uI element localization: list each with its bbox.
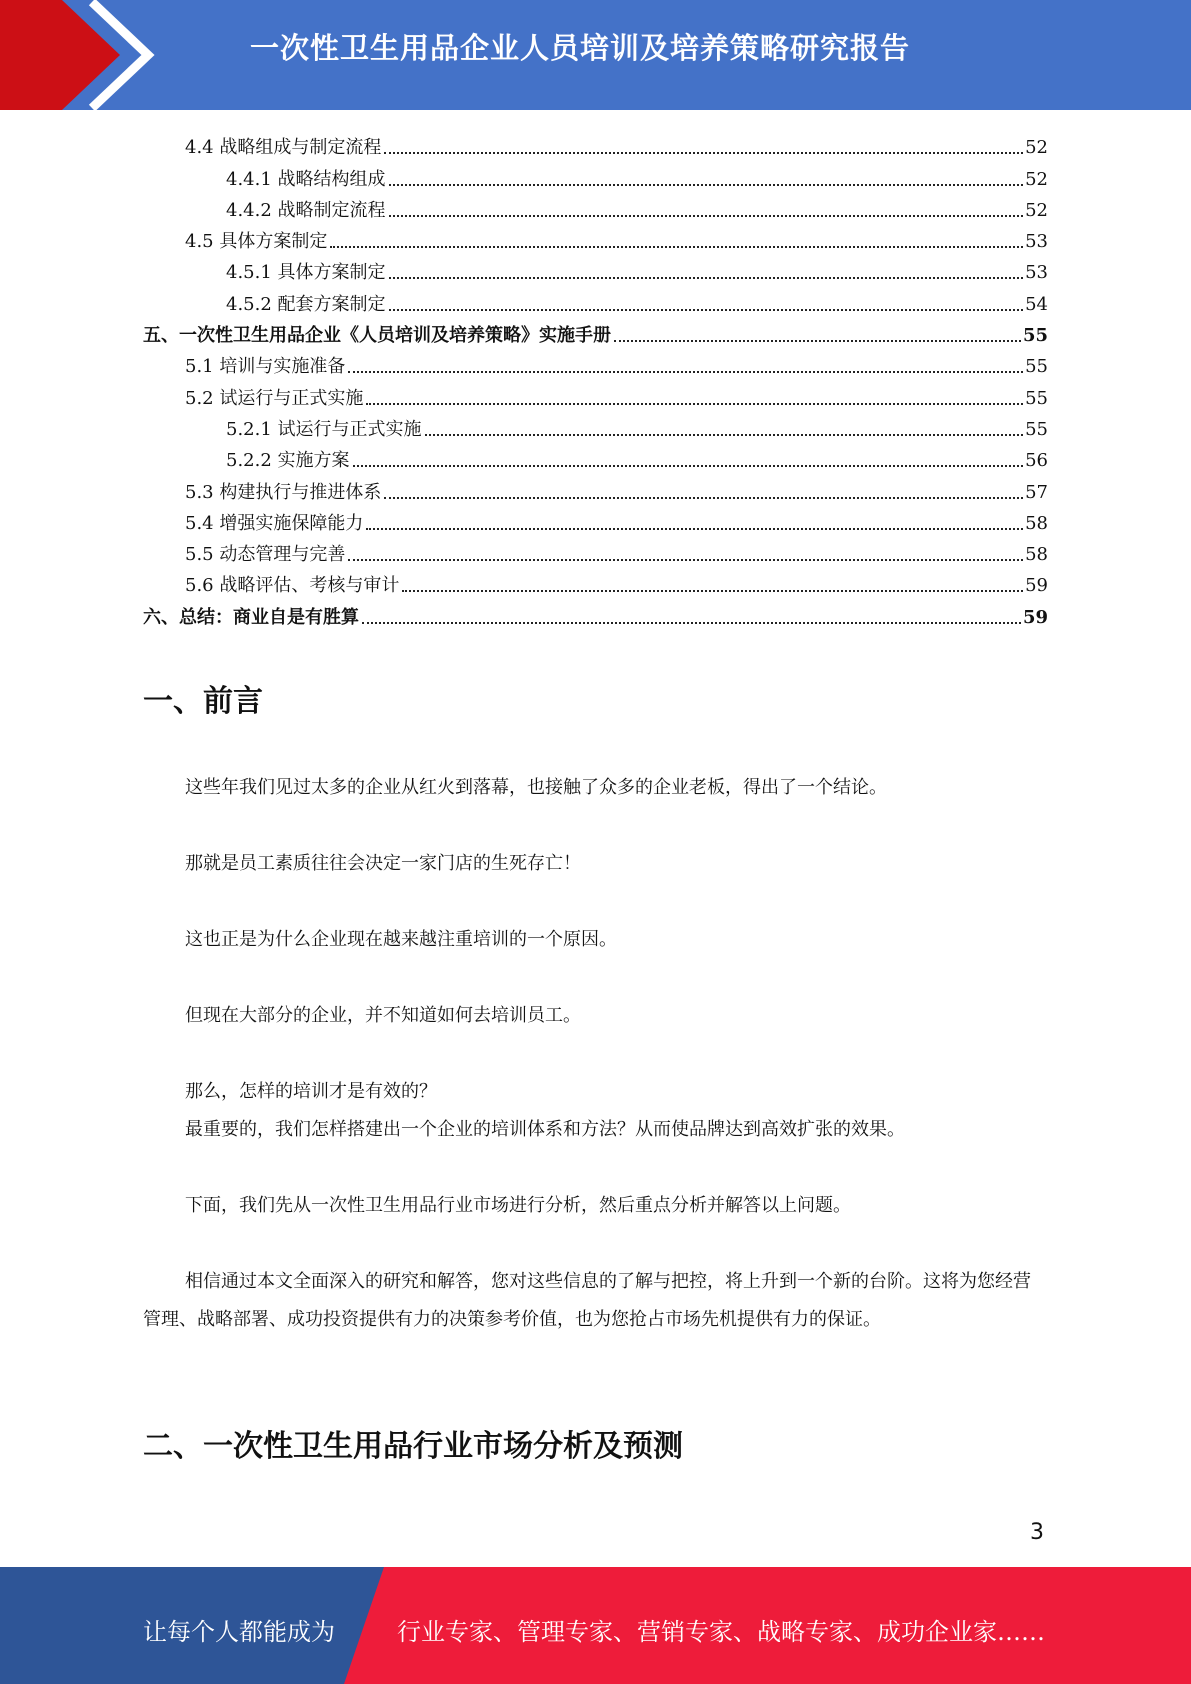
toc-entry-page: 57 [1025,481,1048,503]
toc-dot-leader [389,215,1024,217]
toc-entry-page: 52 [1025,168,1048,190]
paragraph: 那么，怎样的培训才是有效的？ [185,1081,437,1102]
toc-entry-page: 59 [1025,575,1048,597]
header-arrow-decoration [0,0,200,110]
toc-entry[interactable] [143,128,1048,159]
toc-entry[interactable] [143,284,1048,315]
toc-entry-label: 4.5.2 配套方案制定 [226,293,386,315]
toc-entry-label: 5.5 动态管理与完善 [185,544,346,566]
footer-slogan-left: 让每个人都能成为 [143,1618,335,1646]
toc-dot-leader [348,559,1023,561]
toc-entry[interactable] [143,159,1048,190]
toc-dot-leader [366,403,1023,405]
toc-dot-leader [614,340,1021,342]
toc-entry[interactable] [143,410,1048,441]
toc-entry[interactable] [143,253,1048,284]
toc-entry[interactable] [143,472,1048,503]
toc-dot-leader [366,528,1023,530]
toc-entry-page: 55 [1025,356,1048,378]
toc-entry-label: 4.4.2 战略制定流程 [226,199,386,221]
toc-entry-page: 55 [1025,418,1048,440]
toc-entry[interactable] [143,441,1048,472]
toc-entry-label: 4.4.1 战略结构组成 [226,168,386,190]
toc-entry[interactable] [143,597,1048,628]
toc-entry[interactable] [143,316,1048,347]
toc-entry-label: 六、总结：商业自是有胜算 [143,606,359,628]
toc-entry-page: 58 [1025,544,1048,566]
toc-entry-label: 5.1 培训与实施准备 [185,356,346,378]
toc-entry-label: 4.4 战略组成与制定流程 [185,137,382,159]
toc-entry[interactable] [143,347,1048,378]
paragraph: 下面，我们先从一次性卫生用品行业市场进行分析，然后重点分析并解答以上问题。 [185,1195,851,1216]
toc-entry-page: 56 [1025,450,1048,472]
toc-entry-label: 5.2 试运行与正式实施 [185,387,364,409]
toc-entry-label: 5.6 战略评估、考核与审计 [185,575,400,597]
paragraph: 这也正是为什么企业现在越来越注重培训的一个原因。 [185,929,617,950]
toc-entry-page: 55 [1022,325,1048,347]
toc-entry-label: 5.3 构建执行与推进体系 [185,481,382,503]
document-title: 一次性卫生用品企业人员培训及培养策略研究报告 [250,31,911,65]
toc-entry-label: 5.2.2 实施方案 [226,450,350,472]
paragraph: 最重要的，我们怎样搭建出一个企业的培训体系和方法？从而使品牌达到高效扩张的效果。 [185,1119,905,1140]
toc-entry-label: 5.4 增强实施保障能力 [185,512,364,534]
toc-entry-page: 58 [1025,512,1048,534]
toc-dot-leader [353,465,1024,467]
toc-dot-leader [402,590,1023,592]
toc-dot-leader [384,152,1023,154]
toc-entry-page: 55 [1025,387,1048,409]
toc-entry[interactable] [143,378,1048,409]
section-heading-market-analysis: 二、一次性卫生用品行业市场分析及预测 [143,1429,683,1464]
paragraph: 但现在大部分的企业，并不知道如何去培训员工。 [185,1005,581,1026]
toc-dot-leader [389,309,1024,311]
toc-entry-page: 53 [1025,231,1048,253]
toc-entry-label: 5.2.1 试运行与正式实施 [226,418,422,440]
toc-entry-page: 52 [1025,199,1048,221]
toc-entry-page: 59 [1022,606,1048,628]
toc-dot-leader [389,184,1024,186]
toc-entry-label: 4.5 具体方案制定 [185,231,328,253]
toc-dot-leader [362,622,1021,624]
toc-dot-leader [389,277,1024,279]
paragraph: 相信通过本文全面深入的研究和解答，您对这些信息的了解与把控，将上升到一个新的台阶。这将为您经营管理、战略部署、成功投资提供有力的决策参考价值，也为您抢占市场先机提供有力的保证。 [143,1271,1031,1330]
toc-entry-label: 4.5.1 具体方案制定 [226,262,386,284]
toc-entry-page: 52 [1025,137,1048,159]
toc-entry[interactable] [143,566,1048,597]
paragraph: 这些年我们见过太多的企业从红火到落幕，也接触了众多的企业老板，得出了一个结论。 [185,777,887,798]
footer-slogan-right: 行业专家、管理专家、营销专家、战略专家、成功企业家…… [397,1618,1045,1646]
toc-dot-leader [425,434,1024,436]
toc-entry-page: 53 [1025,262,1048,284]
toc-entry[interactable] [143,504,1048,535]
toc-dot-leader [348,371,1023,373]
table-of-contents [143,128,1048,629]
toc-dot-leader [384,497,1023,499]
toc-dot-leader [330,246,1023,248]
toc-entry[interactable] [143,535,1048,566]
toc-entry[interactable] [143,222,1048,253]
toc-entry-label: 五、一次性卫生用品企业《人员培训及培养策略》实施手册 [143,325,611,347]
paragraph: 那就是员工素质往往会决定一家门店的生死存亡！ [185,853,581,874]
page-number: 3 [1030,1520,1044,1545]
toc-entry-page: 54 [1025,293,1048,315]
toc-entry[interactable] [143,191,1048,222]
section-heading-preface: 一、前言 [143,684,263,719]
